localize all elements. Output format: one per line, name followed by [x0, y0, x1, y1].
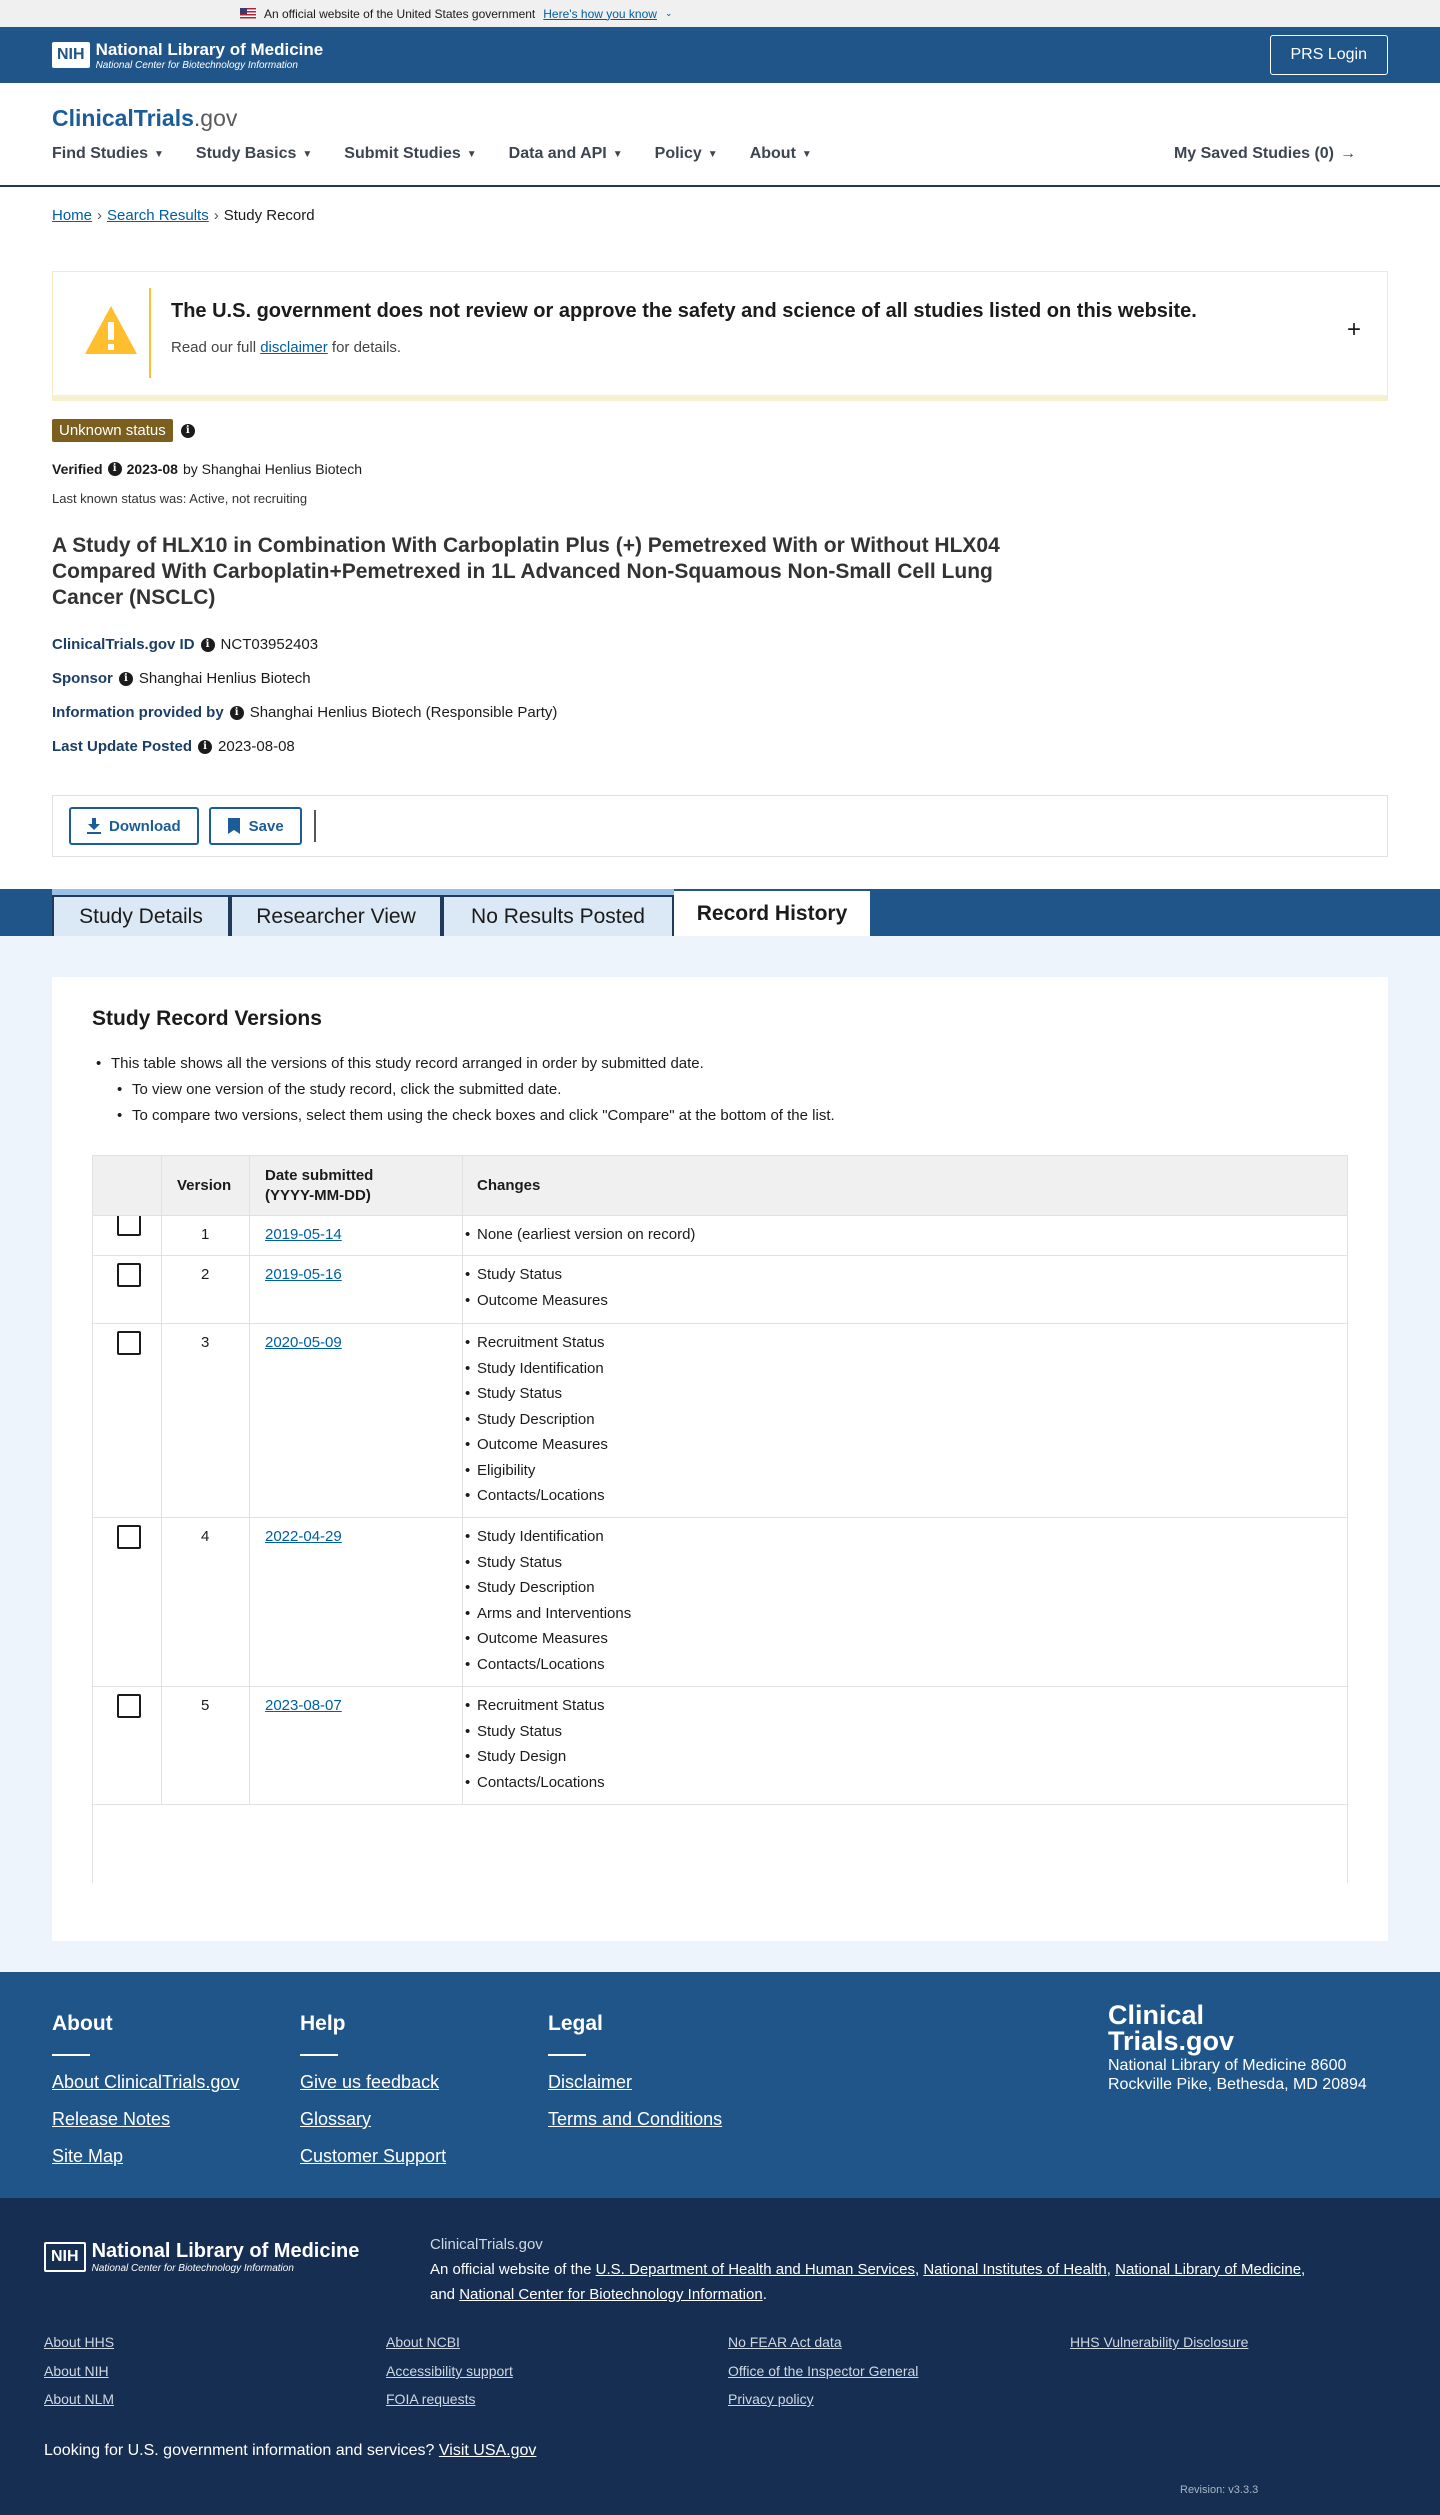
change-item: • Study Status	[477, 1385, 608, 1411]
nav-policy[interactable]: Policy ▼	[654, 145, 718, 162]
footer-nih-logo[interactable]	[44, 2240, 359, 2274]
footer-link[interactable]: Privacy policy	[728, 2391, 814, 2407]
version-number: 5	[201, 1697, 210, 1714]
change-item: • Eligibility	[477, 1462, 608, 1488]
tab-record-history[interactable]: Record History	[674, 891, 870, 936]
nih-bar	[0, 27, 1440, 83]
change-item: • Contacts/Locations	[477, 1487, 608, 1513]
footer-link[interactable]: About NCBI	[386, 2334, 460, 2350]
nih-logo-subtitle: National Center for Biotechnology Information	[91, 2263, 294, 2274]
nih-logo[interactable]	[52, 40, 323, 71]
disclaimer-text: Read our full disclaimer for details.	[171, 339, 402, 356]
study-status	[52, 419, 195, 442]
footer-legal	[548, 2012, 722, 2146]
version-checkbox[interactable]	[117, 1525, 141, 1549]
change-item: • Arms and Interventions	[477, 1605, 631, 1631]
footer-help	[300, 2012, 446, 2183]
footer-logo[interactable]: Clinical Trials.gov	[1108, 2000, 1235, 2056]
nih-link[interactable]: National Institutes of Health	[923, 2261, 1107, 2278]
nav-about[interactable]: About ▼	[749, 145, 812, 162]
change-item: • Outcome Measures	[477, 1292, 608, 1318]
action-divider	[314, 810, 316, 842]
change-item: • Study Design	[477, 1748, 605, 1774]
footer-link[interactable]: HHS Vulnerability Disclosure	[1070, 2334, 1249, 2350]
version-checkbox[interactable]	[117, 1331, 141, 1355]
footer-link[interactable]: Glossary	[300, 2109, 372, 2129]
verified-by: by Shanghai Henlius Biotech	[182, 461, 362, 477]
info-icon[interactable]: i	[181, 424, 195, 438]
footer-about-title: About	[52, 2012, 113, 2035]
tabs-bar	[0, 889, 1440, 936]
meta-info-provided: Information provided by i Shanghai Henlius Biotech (Responsible Party)	[52, 704, 558, 721]
version-date-link[interactable]: 2022-04-29	[265, 1528, 342, 1545]
info-icon[interactable]: i	[198, 740, 212, 754]
verified-line	[52, 461, 362, 477]
meta-sponsor: Sponsor i Shanghai Henlius Biotech	[52, 670, 311, 687]
change-item: • Recruitment Status	[477, 1697, 605, 1723]
chevron-down-icon: ▼	[801, 148, 812, 160]
prs-login-button[interactable]: PRS Login	[1270, 35, 1389, 75]
nav-find-studies[interactable]: Find Studies ▼	[52, 145, 164, 162]
version-date-link[interactable]: 2019-05-16	[265, 1266, 342, 1283]
version-changes	[477, 1266, 608, 1317]
breadcrumb-home[interactable]: Home	[52, 207, 93, 224]
nav-submit-studies[interactable]: Submit Studies ▼	[344, 145, 477, 162]
change-item: • Study Description	[477, 1411, 608, 1437]
footer-link[interactable]: About NLM	[44, 2391, 115, 2407]
chevron-down-icon: ▼	[466, 148, 477, 160]
table-row	[93, 1216, 1347, 1256]
footer-link[interactable]: Customer Support	[300, 2146, 447, 2166]
version-changes	[477, 1697, 605, 1799]
change-item: • Study Description	[477, 1579, 631, 1605]
arrow-right-icon: →	[1340, 145, 1356, 162]
nih-logo-title: National Library of Medicine	[95, 39, 324, 59]
version-checkbox[interactable]	[117, 1216, 141, 1236]
version-number: 2	[201, 1266, 210, 1283]
footer-about	[52, 2012, 239, 2183]
nih-logo-subtitle: National Center for Biotechnology Information	[95, 59, 298, 71]
nav-data-api[interactable]: Data and API ▼	[508, 145, 623, 162]
nih-logo-mark: NIH	[52, 42, 90, 68]
download-icon	[87, 818, 101, 834]
nav-study-basics[interactable]: Study Basics ▼	[195, 145, 313, 162]
info-icon[interactable]: i	[201, 638, 215, 652]
version-checkbox[interactable]	[117, 1263, 141, 1287]
meta-id: ClinicalTrials.gov ID i NCT03952403	[52, 636, 319, 653]
chevron-down-icon: ▼	[154, 148, 164, 160]
chevron-down-icon: ▼	[302, 148, 313, 160]
gov-banner-text: An official website of the United States government	[264, 6, 536, 21]
study-title: A Study of HLX10 in Combination With Carboplatin Plus (+) Pemetrexed With or Without HLX04 Compared With Carboplatin+Pemetrexed in 1L Advanced Non-Squamous Non-Small Cell Lung Cancer (NSCLC)	[52, 534, 1000, 609]
hhs-link[interactable]: U.S. Department of Health and Human Services	[595, 2261, 915, 2278]
footer-link[interactable]: About NIH	[44, 2363, 109, 2379]
version-date-link[interactable]: 2019-05-14	[265, 1226, 342, 1243]
version-number: 3	[201, 1334, 210, 1351]
version-date-link[interactable]: 2020-05-09	[265, 1334, 342, 1351]
action-bar	[52, 795, 1388, 857]
footer-link[interactable]: About HHS	[44, 2334, 115, 2350]
warning-icon	[83, 302, 139, 358]
info-icon[interactable]: i	[230, 706, 244, 720]
bookmark-icon	[227, 818, 241, 834]
note-2: • To view one version of the study record, click the submitted date.	[132, 1081, 561, 1098]
th-version: Version	[177, 1177, 232, 1194]
th-date: Date submitted (YYYY-MM-DD)	[265, 1167, 374, 1204]
table-row	[93, 1256, 1347, 1324]
footer-link[interactable]: Accessibility support	[386, 2363, 513, 2379]
note-3: • To compare two versions, select them using the check boxes and click "Compare" at the bottom of the list.	[132, 1107, 835, 1124]
table-footer-row	[93, 1805, 1347, 1883]
change-item: • Contacts/Locations	[477, 1656, 631, 1682]
info-icon[interactable]: i	[119, 672, 133, 686]
footer-link[interactable]: Terms and Conditions	[548, 2109, 723, 2129]
nlm-link[interactable]: National Library of Medicine	[1115, 2261, 1302, 2278]
download-button[interactable]: Download	[69, 807, 199, 845]
footer-link[interactable]: No FEAR Act data	[728, 2334, 842, 2350]
table-row	[93, 1518, 1347, 1687]
info-icon[interactable]: i	[108, 462, 122, 476]
change-item: • Study Identification	[477, 1528, 631, 1554]
change-item: • None (earliest version on record)	[477, 1226, 695, 1252]
us-flag-icon	[240, 8, 256, 19]
version-changes	[477, 1226, 695, 1252]
my-saved-studies-link[interactable]: My Saved Studies (0) →	[1173, 145, 1356, 162]
change-item: • Study Status	[477, 1554, 631, 1580]
footer-bottom	[0, 2198, 1440, 2515]
chevron-right-icon: ›	[213, 207, 219, 224]
chevron-right-icon: ›	[97, 207, 103, 224]
chevron-down-icon: ▼	[707, 148, 718, 160]
verified-label: Verified	[52, 461, 103, 477]
change-item: • Study Status	[477, 1723, 605, 1749]
footer-link[interactable]: Office of the Inspector General	[728, 2363, 919, 2379]
usa-gov-line: Looking for U.S. government information and services? Visit USA.gov	[44, 2442, 537, 2459]
site-header	[0, 83, 1440, 187]
disclaimer-alert	[52, 271, 1388, 401]
nih-logo-mark: NIH	[44, 2242, 86, 2272]
ncbi-link[interactable]: National Center for Biotechnology Information	[459, 2286, 763, 2303]
main-nav	[52, 145, 1388, 163]
version-changes	[477, 1528, 631, 1681]
chevron-down-icon: ⌄	[664, 8, 673, 18]
breadcrumb-current: Study Record	[223, 207, 315, 224]
footer-address: National Library of Medicine 8600 Rockville Pike, Bethesda, MD 20894	[1108, 2057, 1367, 2093]
versions-heading: Study Record Versions	[92, 1007, 322, 1030]
save-button[interactable]: Save	[209, 807, 302, 845]
revision: Revision: v3.3.3	[1180, 2484, 1259, 2496]
footer-link[interactable]: Give us feedback	[300, 2072, 440, 2092]
expand-icon[interactable]: +	[1346, 316, 1361, 343]
footer-link[interactable]: Disclaimer	[548, 2072, 633, 2092]
footer-legal-title: Legal	[548, 2012, 603, 2035]
version-changes	[477, 1334, 608, 1513]
change-item: • Recruitment Status	[477, 1334, 608, 1360]
nih-logo-title: National Library of Medicine	[91, 2240, 360, 2262]
version-checkbox[interactable]	[117, 1694, 141, 1718]
verified-date: 2023-08	[126, 461, 178, 477]
version-number: 1	[201, 1226, 210, 1243]
table-header	[93, 1156, 1347, 1216]
usa-gov-link[interactable]: Visit USA.gov	[438, 2442, 537, 2459]
disclaimer-title: The U.S. government does not review or approve the safety and science of all studies listed on this website.	[171, 300, 1197, 322]
versions-table	[92, 1155, 1348, 1883]
status-badge: Unknown status	[52, 419, 173, 442]
change-item: • Outcome Measures	[477, 1630, 631, 1656]
change-item: • Outcome Measures	[477, 1436, 608, 1462]
footer-link[interactable]: Release Notes	[52, 2109, 171, 2129]
chevron-down-icon: ▼	[612, 148, 623, 160]
footer-top	[0, 1972, 1440, 2198]
footer-official: ClinicalTrials.gov An official website of the U.S. Department of Health and Human Services, National Institutes of Health, National Library of Medicine, and National Center for Biotechnology Information.	[430, 2232, 1390, 2307]
last-known-status: Last known status was: Active, not recruiting	[52, 491, 308, 506]
version-date-link[interactable]: 2023-08-07	[265, 1697, 342, 1714]
change-item: • Study Status	[477, 1266, 608, 1292]
footer-link[interactable]: FOIA requests	[386, 2391, 476, 2407]
table-row	[93, 1324, 1347, 1518]
footer-help-title: Help	[300, 2012, 346, 2035]
th-changes: Changes	[477, 1177, 541, 1194]
disclaimer-link[interactable]: disclaimer	[260, 339, 328, 356]
gov-banner	[0, 0, 1440, 27]
footer-site-name: ClinicalTrials.gov	[430, 2236, 543, 2253]
breadcrumb-search-results[interactable]: Search Results	[107, 207, 209, 224]
table-row	[93, 1687, 1347, 1805]
change-item: • Contacts/Locations	[477, 1774, 605, 1800]
tab-no-results[interactable]: No Results Posted	[442, 895, 674, 936]
how-you-know-link[interactable]: Here's how you know	[543, 6, 657, 21]
alert-divider	[149, 288, 151, 378]
versions-card	[52, 977, 1388, 1941]
version-number: 4	[201, 1528, 210, 1545]
change-item: • Study Identification	[477, 1360, 608, 1386]
site-logo[interactable]: ClinicalTrials.gov	[52, 105, 238, 131]
breadcrumb	[52, 207, 315, 224]
tab-researcher-view[interactable]: Researcher View	[230, 895, 442, 936]
footer-link[interactable]: About ClinicalTrials.gov	[52, 2072, 240, 2092]
meta-last-update: Last Update Posted i 2023-08-08	[52, 738, 295, 755]
tab-study-details[interactable]: Study Details	[52, 895, 230, 936]
note-1: • This table shows all the versions of this study record arranged in order by submitted date.	[111, 1055, 704, 1072]
footer-link[interactable]: Site Map	[52, 2146, 124, 2166]
